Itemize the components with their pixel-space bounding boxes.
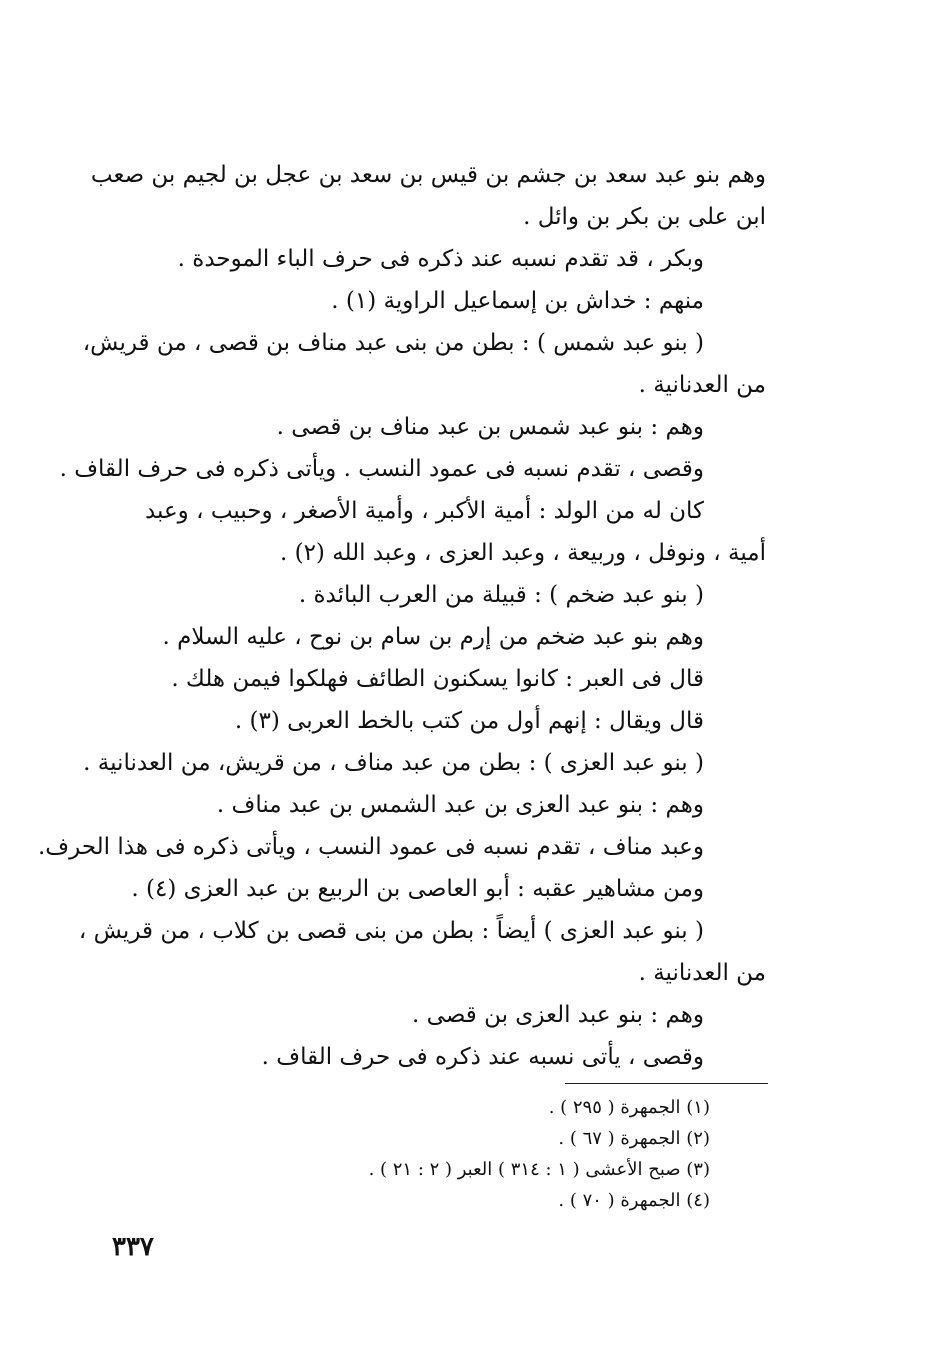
page-number: ٣٣٧ xyxy=(112,1232,154,1262)
section-heading-line: ( بنو عبد العزى ) أيضاً : بطن من بنى قصى بن كلاب ، من قريش ، xyxy=(78,918,704,944)
text-line: كان له من الولد : أمية الأكبر ، وأمية الأصغر ، وحبيب ، وعبد xyxy=(144,498,704,524)
text-line: وهم بنو عبد سعد بن جشم بن قيس بن سعد بن عجل بن لجيم بن صعب xyxy=(90,162,766,188)
text-line: من العدنانية . xyxy=(638,372,766,398)
section-heading-line: ( بنو عبد ضخم ) : قبيلة من العرب البائدة . xyxy=(298,582,704,608)
footnote: (٣) صبح الأعشى ( ١ : ٣١٤ ) العبر ( ٢ : ٢١ ) . xyxy=(368,1159,710,1180)
footnote: (٤) الجمهرة ( ٧٠ ) . xyxy=(558,1190,710,1211)
text-line: وهم : بنو عبد شمس بن عبد مناف بن قصى . xyxy=(276,414,704,440)
text-line: منهم : خداش بن إسماعيل الراوية (١) . xyxy=(331,288,704,314)
text-line: ابن على بن بكر بن وائل . xyxy=(523,204,766,230)
footnote: (١) الجمهرة ( ٢٩٥ ) . xyxy=(548,1097,710,1118)
text-line: أمية ، ونوفل ، وربيعة ، وعبد العزى ، وعبد الله (٢) . xyxy=(279,540,766,566)
footnotes-block xyxy=(200,1092,710,1216)
section-heading-line: ( بنو عبد العزى ) : بطن من عبد مناف ، من قريش، من العدنانية . xyxy=(83,750,704,776)
section-heading-line: ( بنو عبد شمس ) : بطن من بنى عبد مناف بن قصى ، من قريش، xyxy=(82,330,704,356)
text-line: قال فى العبر : كانوا يسكنون الطائف فهلكوا فيمن هلك . xyxy=(171,666,704,692)
text-line: وبكر ، قد تقدم نسبه عند ذكره فى حرف الباء الموحدة . xyxy=(177,246,704,272)
text-line: وهم بنو عبد ضخم من إرم بن سام بن نوح ، عليه السلام . xyxy=(162,624,704,650)
footnote: (٢) الجمهرة ( ٦٧ ) . xyxy=(558,1128,710,1149)
text-line: وهم : بنو عبد العزى بن عبد الشمس بن عبد مناف . xyxy=(216,792,704,818)
text-line: ومن مشاهير عقبه : أبو العاصى بن الربيع بن عبد العزى (٤) . xyxy=(131,876,704,902)
text-line: وقصى ، يأتى نسبه عند ذكره فى حرف القاف . xyxy=(261,1044,704,1070)
footnote-separator xyxy=(565,1083,768,1084)
text-line: وقصى ، تقدم نسبه فى عمود النسب . ويأتى ذكره فى حرف القاف . xyxy=(59,456,704,482)
main-text-block xyxy=(37,154,766,1078)
text-line: وعبد مناف ، تقدم نسبه فى عمود النسب ، ويأتى ذكره فى هذا الحرف. xyxy=(37,834,704,860)
text-line: من العدنانية . xyxy=(638,960,766,986)
text-line: وهم : بنو عبد العزى بن قصى . xyxy=(412,1002,704,1028)
text-line: قال ويقال : إنهم أول من كتب بالخط العربى (٣) . xyxy=(234,708,704,734)
